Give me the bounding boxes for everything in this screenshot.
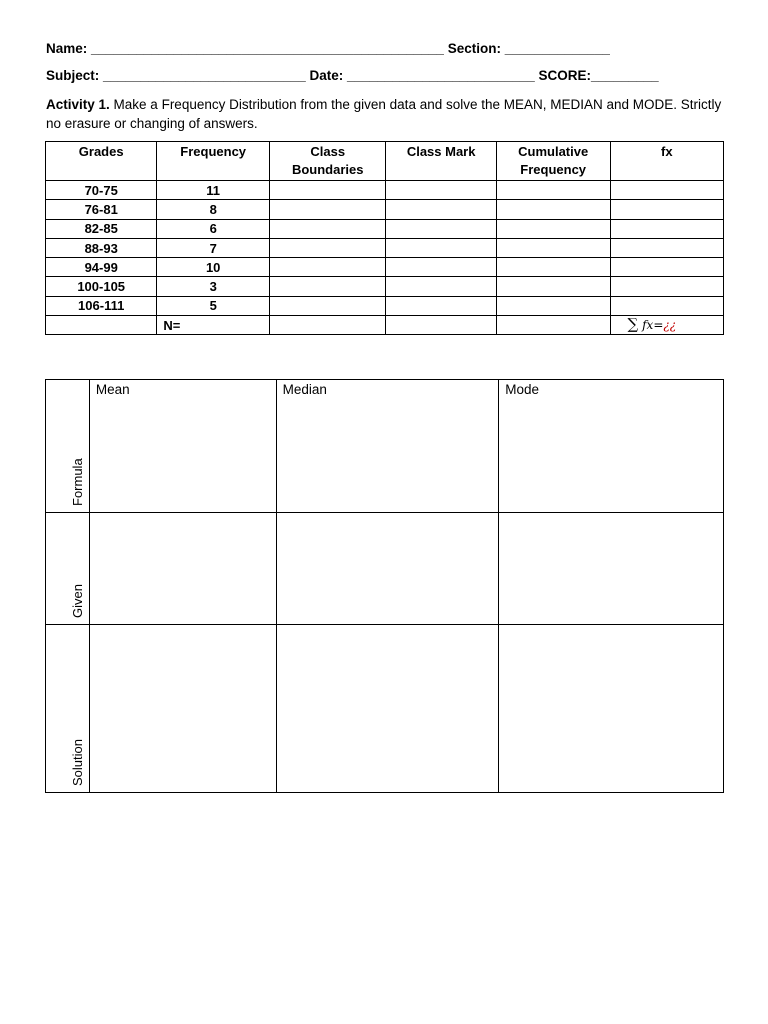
median-formula-cell[interactable] [276,380,499,513]
mean-given-cell[interactable] [89,513,276,625]
score-label: SCORE: [538,68,592,83]
totals-class-mark-cell [386,316,496,335]
table-header-row [46,142,724,181]
table-row [46,277,724,296]
header-class-boundaries: Class Boundaries [269,142,386,181]
name-label: Name: [46,41,88,56]
cumulative-frequency-cell[interactable] [496,238,610,257]
fx-cell[interactable] [610,258,723,277]
fx-cell[interactable] [610,200,723,219]
activity-instructions [46,95,726,133]
solution-row [46,625,724,793]
fx-cell[interactable] [610,277,723,296]
class-boundaries-cell[interactable] [269,296,386,315]
grades-cell: 100-105 [46,277,157,296]
column-label-mean: Mean [95,382,130,397]
totals-blank-cell [46,316,157,335]
frequency-cell: 11 [157,181,270,200]
row-label-solution: Solution [70,739,86,786]
section-blank[interactable]: ______________ [504,41,610,56]
class-boundaries-cell[interactable] [269,219,386,238]
sum-fx-equals: = [653,318,664,333]
row-label-given-cell [46,513,90,625]
subject-date-score-row [46,68,659,83]
given-row [46,513,724,625]
frequency-cell: 10 [157,258,270,277]
header-class-mark: Class Mark [386,142,496,181]
class-mark-cell[interactable] [386,238,496,257]
name-section-row [46,41,610,56]
name-blank[interactable]: _______________________________________________ [91,41,444,56]
class-boundaries-cell[interactable] [269,258,386,277]
grades-cell: 94-99 [46,258,157,277]
cumulative-frequency-cell[interactable] [496,200,610,219]
header-frequency: Frequency [157,142,270,181]
table-row [46,181,724,200]
table-row [46,296,724,315]
class-mark-cell[interactable] [386,200,496,219]
class-mark-cell[interactable] [386,277,496,296]
header-grades: Grades [46,142,157,181]
class-boundaries-cell[interactable] [269,277,386,296]
grades-cell: 106-111 [46,296,157,315]
class-boundaries-cell[interactable] [269,238,386,257]
cumulative-frequency-cell[interactable] [496,296,610,315]
totals-row [46,316,724,335]
class-boundaries-cell[interactable] [269,181,386,200]
header-fx: fx [610,142,723,181]
totals-class-boundaries-cell [269,316,386,335]
table-row [46,200,724,219]
mode-solution-cell[interactable] [499,625,724,793]
median-solution-cell[interactable] [276,625,499,793]
fx-cell[interactable] [610,219,723,238]
column-label-mode: Mode [505,382,540,397]
totals-cumulative-cell [496,316,610,335]
class-mark-cell[interactable] [386,296,496,315]
grades-cell: 88-93 [46,238,157,257]
mode-given-cell[interactable] [499,513,724,625]
header-cumulative-frequency: Cumulative Frequency [496,142,610,181]
class-mark-cell[interactable] [386,258,496,277]
frequency-cell: 3 [157,277,270,296]
n-total-cell[interactable]: N= [157,316,270,335]
grades-cell: 82-85 [46,219,157,238]
frequency-cell: 7 [157,238,270,257]
date-blank[interactable]: _________________________ [347,68,535,83]
frequency-distribution-table [45,141,724,335]
table-row [46,258,724,277]
mode-formula-cell[interactable] [499,380,724,513]
cumulative-frequency-cell[interactable] [496,277,610,296]
class-mark-cell[interactable] [386,181,496,200]
row-label-given: Given [70,584,86,618]
fx-cell[interactable] [610,181,723,200]
cumulative-frequency-cell[interactable] [496,219,610,238]
row-label-solution-cell [46,625,90,793]
frequency-cell: 8 [157,200,270,219]
score-blank[interactable]: _________ [591,68,659,83]
cumulative-frequency-cell[interactable] [496,181,610,200]
section-label: Section: [447,41,501,56]
cumulative-frequency-cell[interactable] [496,258,610,277]
frequency-cell: 5 [157,296,270,315]
activity-label: Activity 1. [46,97,110,112]
row-label-formula: Formula [70,458,86,506]
mean-formula-cell[interactable] [89,380,276,513]
date-label: Date: [309,68,344,83]
sum-fx-cell[interactable] [610,316,723,335]
grades-cell: 76-81 [46,200,157,219]
subject-blank[interactable]: ___________________________ [103,68,306,83]
grades-cell: 70-75 [46,181,157,200]
median-given-cell[interactable] [276,513,499,625]
class-boundaries-cell[interactable] [269,200,386,219]
fx-cell[interactable] [610,296,723,315]
table-row [46,219,724,238]
sum-fx-placeholder: ¿¿ [663,318,677,333]
formula-row [46,380,724,513]
mean-solution-cell[interactable] [89,625,276,793]
sigma-symbol: ∑ [627,315,639,334]
class-mark-cell[interactable] [386,219,496,238]
mean-median-mode-table [45,379,724,793]
subject-label: Subject: [46,68,100,83]
frequency-cell: 6 [157,219,270,238]
fx-cell[interactable] [610,238,723,257]
row-label-formula-cell [46,380,90,513]
table-row [46,238,724,257]
column-label-median: Median [282,382,327,397]
sum-fx-var: fx [642,318,654,333]
activity-text: Make a Frequency Distribution from the given data and solve the MEAN, MEDIAN and MODE. Strictly no erasure or changing of answers. [46,97,722,131]
